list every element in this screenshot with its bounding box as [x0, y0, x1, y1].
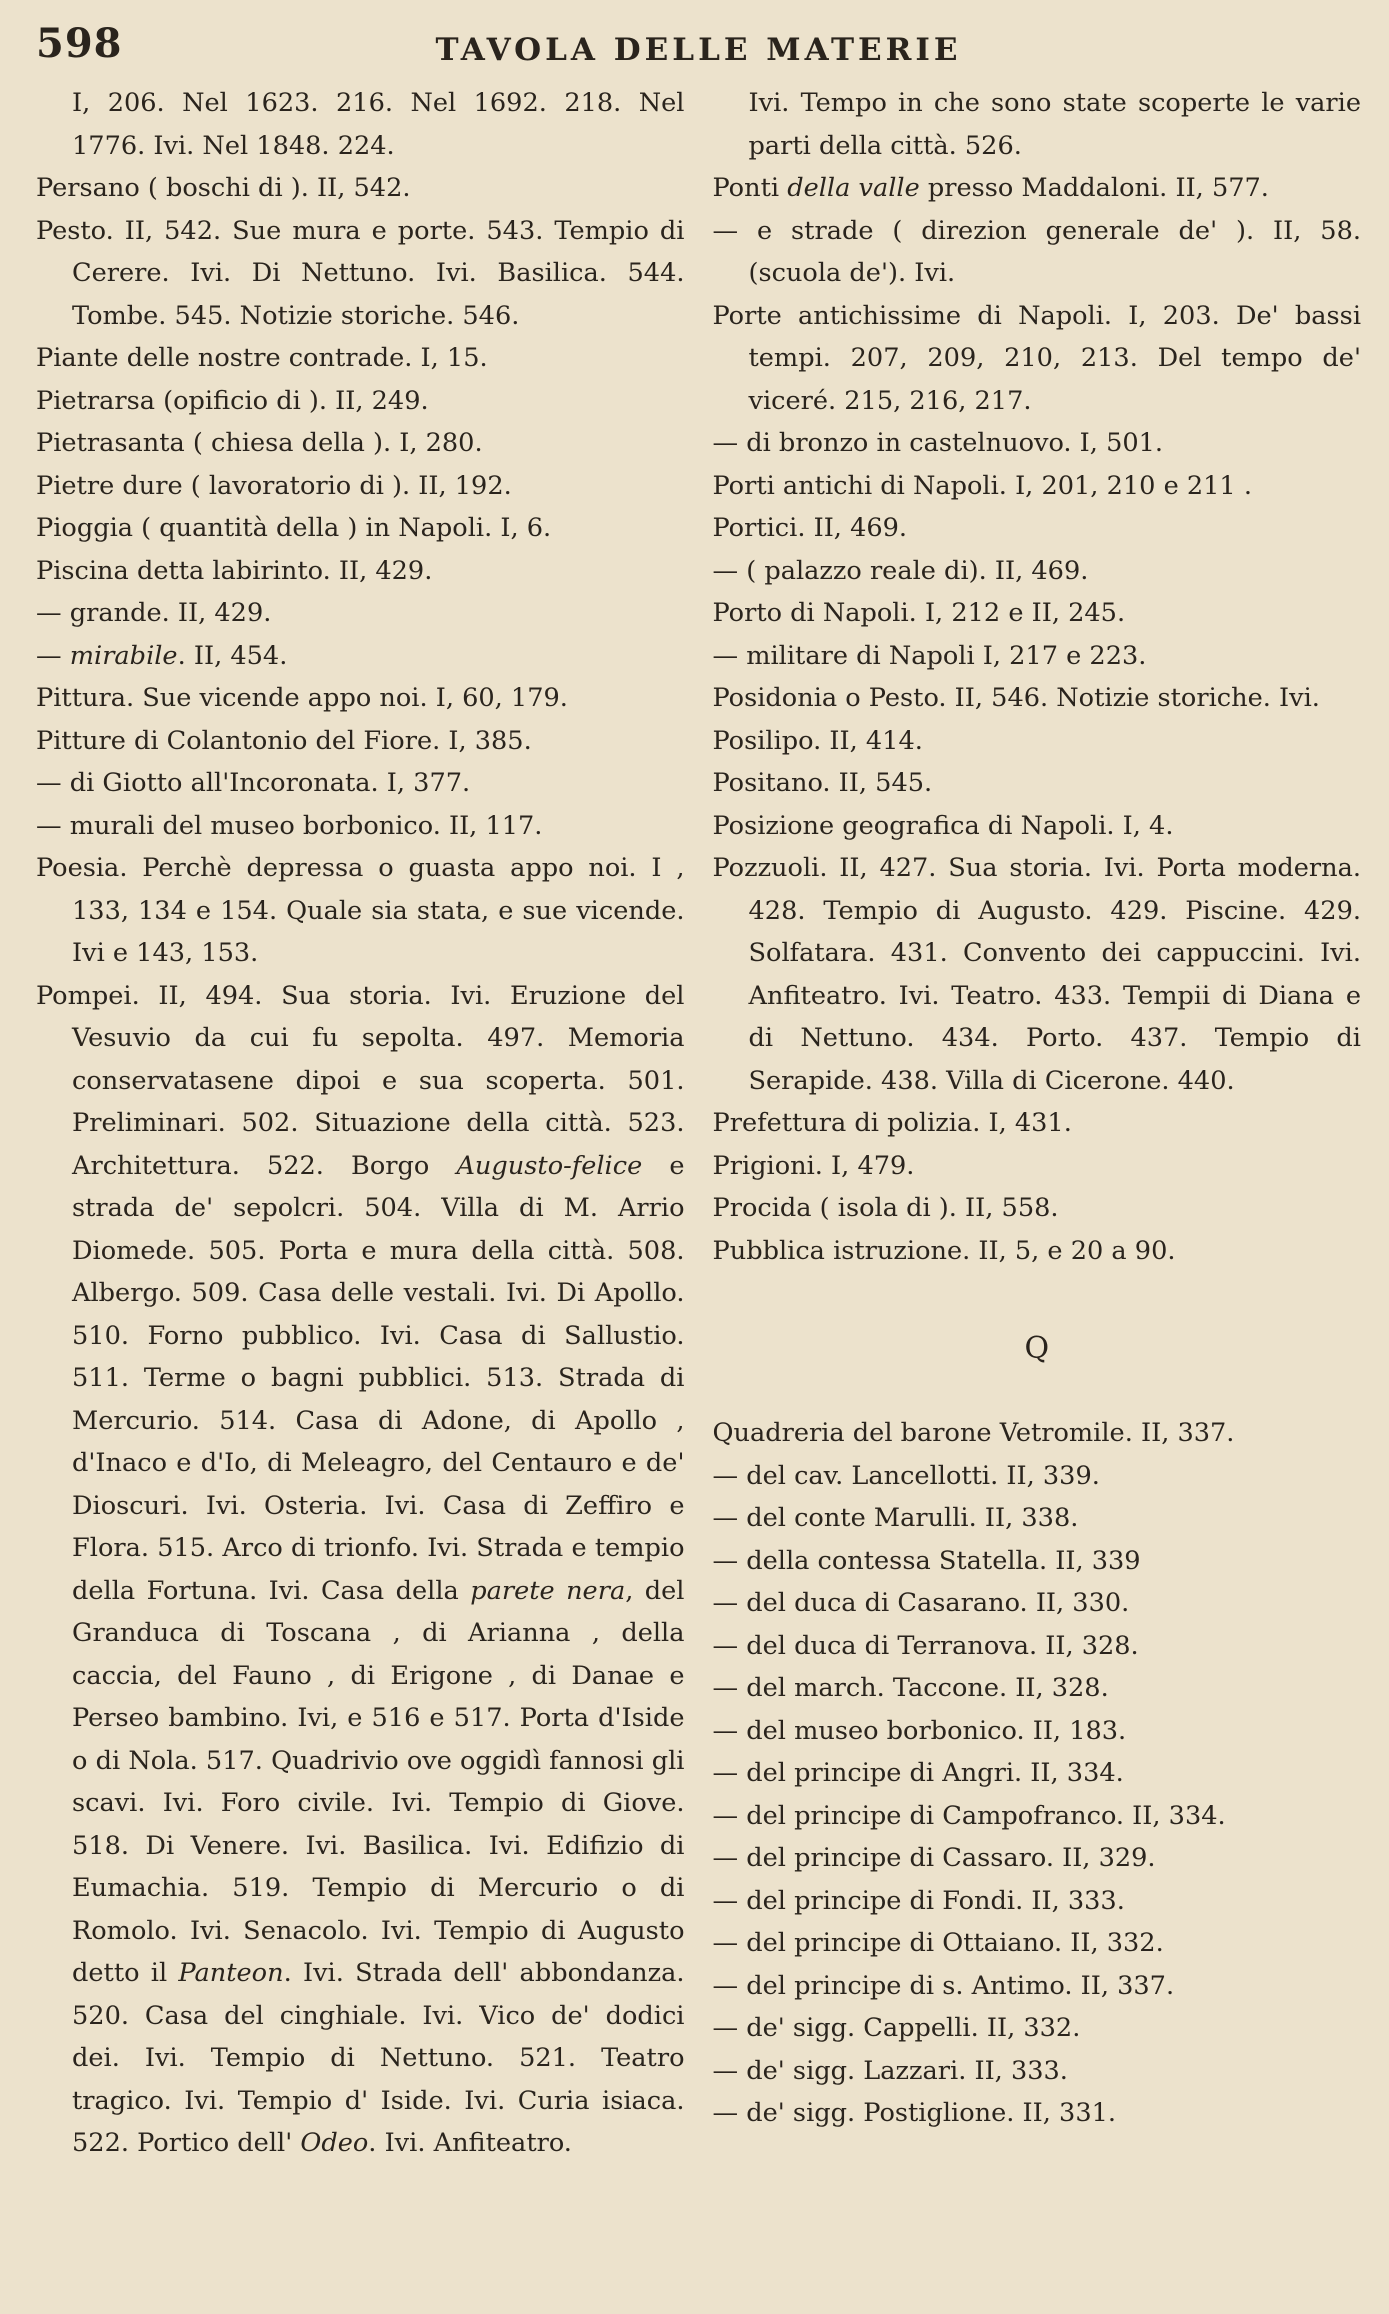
index-entry	[713, 1710, 1362, 1753]
index-entry	[36, 975, 685, 2165]
entry-text: — di bronzo in castelnuovo. I, 501.	[712, 428, 1164, 458]
index-entry	[36, 210, 685, 338]
index-entry	[713, 1922, 1362, 1965]
entry-text: Pioggia ( quantità della ) in Napoli. I, 6.	[36, 513, 552, 543]
index-entry	[36, 762, 685, 805]
entry-text: Prefettura di polizia. I, 431.	[712, 1108, 1072, 1138]
italic-term: Odeo	[300, 2128, 369, 2158]
italic-term: Augusto-felice	[456, 1150, 643, 1181]
index-entry	[36, 337, 685, 380]
entry-text: Porti antichi di Napoli. I, 201, 210 e 211 .	[712, 470, 1252, 501]
entry-text: — del cav. Lancellotti. II, 339.	[712, 1460, 1100, 1491]
entry-text: Pietre dure ( lavoratorio di ). II, 192.	[36, 470, 512, 501]
entry-text: — del principe di Angri. II, 334.	[712, 1758, 1124, 1788]
index-entry	[713, 762, 1362, 805]
entry-text: Procida ( isola di ). II, 558.	[712, 1193, 1059, 1223]
entry-text: Porte antichissime di Napoli. I, 203. De' bassi tempi. 207, 209, 210, 213. Del tempo de' viceré. 215, 216, 217.	[712, 300, 1361, 416]
index-entry	[713, 1795, 1362, 1838]
index-entry	[713, 1145, 1362, 1188]
entry-text: Quadreria del barone Vetromile. II, 337.	[712, 1418, 1235, 1448]
index-entry	[713, 635, 1362, 678]
entry-text: — del principe di Campofranco. II, 334.	[712, 1800, 1226, 1831]
entry-text: Piscina detta labirinto. II, 429.	[36, 555, 433, 586]
entry-text: — del museo borbonico. II, 183.	[712, 1715, 1127, 1746]
index-entry	[36, 635, 685, 678]
index-entry	[36, 380, 685, 423]
index-entry	[713, 1752, 1362, 1795]
index-entry	[713, 1667, 1362, 1710]
entry-text: — grande. II, 429.	[36, 598, 272, 628]
index-entry	[713, 2007, 1362, 2050]
index-entry	[713, 550, 1362, 593]
italic-term: parete nera	[470, 1575, 626, 1606]
entry-text: Pesto. II, 542. Sue mura e porte. 543. Tempio di Cerere. Ivi. Di Nettuno. Ivi. Basilica. 544. Tombe. 545. Notizie storiche. 546.	[36, 215, 685, 331]
entry-text: . II, 454.	[177, 640, 288, 671]
italic-term: della valle	[787, 173, 920, 203]
entry-text: Poesia. Perchè depressa o guasta appo noi. I , 133, 134 e 154. Quale sia stata, e sue vicende. Ivi e 143, 153.	[36, 853, 685, 968]
index-entry	[713, 2092, 1362, 2135]
running-title: TAVOLA DELLE MATERIE	[435, 32, 962, 68]
entry-text: Pompei. II, 494. Sua storia. Ivi. Eruzione del Vesuvio da cui fu sepolta. 497. Memoria conservatasene dipoi e sua scoperta. 501. Preliminari. 502. Situazione della città. 523. Architettura. 522. Borgo	[36, 980, 685, 1181]
index-entry	[713, 1230, 1362, 1273]
index-entry	[36, 507, 685, 550]
entry-text: — murali del museo borbonico. II, 117.	[36, 810, 543, 841]
entry-text: — del principe di Fondi. II, 333.	[712, 1885, 1125, 1916]
index-entry	[36, 167, 685, 210]
entry-text: . Ivi. Strada dell' abbondanza. 520. Casa del cinghiale. Ivi. Vico de' dodici dei. Ivi. Tempio di Nettuno. 521. Teatro tragico. Ivi. Tempio d' Iside. Ivi. Curia isiaca. 522. Portico dell'	[72, 1958, 685, 2158]
index-entry	[713, 1497, 1362, 1540]
index-entry	[713, 1455, 1362, 1498]
entry-text: Posizione geografica di Napoli. I, 4.	[712, 810, 1174, 841]
index-entry	[713, 1965, 1362, 2008]
index-entry	[36, 422, 685, 465]
index-entry	[36, 592, 685, 635]
index-entry	[713, 2050, 1362, 2093]
entry-text: Pietrarsa (opificio di ). II, 249.	[36, 385, 429, 416]
index-entry	[36, 677, 685, 720]
entry-text: , del Granduca di Toscana , di Arianna , della caccia, del Fauno , di Erigone , di Danae e Perseo bambino. Ivi, e 516 e 517. Porta d'Iside o di Nola. 517. Quadrivio ove oggidì fannosi gli scavi. Ivi. Foro civile. Ivi. Tempio di Giove. 518. Di Venere. Ivi. Basilica. Ivi. Edifizio di Eumachia. 519. Tempio di Mercurio o di Romolo. Ivi. Senacolo. Ivi. Tempio di Augusto detto il	[72, 1575, 685, 1988]
entry-text: Porto di Napoli. I, 212 e II, 245.	[712, 598, 1126, 628]
index-entry	[713, 1837, 1362, 1880]
index-entry	[36, 847, 685, 975]
entry-text: — militare di Napoli I, 217 e 223.	[712, 640, 1147, 671]
entry-text: Q	[1024, 1331, 1050, 1366]
entry-text: Ponti	[712, 173, 788, 203]
entry-text: — di Giotto all'Incoronata. I, 377.	[36, 768, 471, 798]
entry-text: — del duca di Terranova. II, 328.	[712, 1630, 1139, 1661]
entry-text: — della contessa Statella. II, 339	[712, 1545, 1141, 1576]
entry-text: Persano ( boschi di ). II, 542.	[36, 173, 411, 203]
entry-text: Posidonia o Pesto. II, 546. Notizie storiche. Ivi.	[712, 683, 1320, 713]
index-entry	[713, 1880, 1362, 1923]
index-entry	[36, 720, 685, 763]
index-entry	[713, 592, 1362, 635]
entry-text: e strada de' sepolcri. 504. Villa di M. Arrio Diomede. 505. Porta e mura della città. 508. Albergo. 509. Casa delle vestali. Ivi. Di Apollo. 510. Forno pubblico. Ivi. Casa di Sallustio. 511. Terme o bagni pubblici. 513. Strada di Mercurio. 514. Casa di Adone, di Apollo , d'Inaco e d'Io, di Meleagro, del Centauro e de' Dioscuri. Ivi. Osteria. Ivi. Casa di Zeffiro e Flora. 515. Arco di trionfo. Ivi. Strada e tempio della Fortuna. Ivi. Casa della	[72, 1150, 685, 1606]
entry-text: — ( palazzo reale di). II, 469.	[712, 555, 1089, 586]
index-entry	[713, 720, 1362, 763]
index-entry	[713, 465, 1362, 508]
entry-text: Prigioni. I, 479.	[712, 1150, 915, 1181]
entry-text: Positano. II, 545.	[712, 768, 933, 798]
entry-text: Pietrasanta ( chiesa della ). I, 280.	[36, 428, 483, 458]
index-entry	[713, 167, 1362, 210]
index-entry-continuation	[713, 82, 1362, 167]
index-entry	[36, 550, 685, 593]
entry-text: presso Maddaloni. II, 577.	[919, 173, 1269, 203]
entry-text: — del march. Taccone. II, 328.	[712, 1673, 1109, 1703]
entry-text: —	[36, 640, 70, 671]
entry-text: — del duca di Casarano. II, 330.	[712, 1588, 1130, 1618]
page-number: 598	[36, 20, 123, 67]
entry-text: — del principe di Ottaiano. II, 332.	[712, 1928, 1164, 1958]
index-entry	[713, 1187, 1362, 1230]
entry-text: Pozzuoli. II, 427. Sua storia. Ivi. Porta moderna. 428. Tempio di Augusto. 429. Piscine. 429. Solfatara. 431. Convento dei cappuccini. Ivi. Anfiteatro. Ivi. Teatro. 433. Tempii di Diana e di Nettuno. 434. Porto. 437. Tempio di Serapide. 438. Villa di Cicerone. 440.	[712, 853, 1361, 1096]
index-entry	[713, 1102, 1362, 1145]
index-entry	[713, 1412, 1362, 1455]
index-entry	[713, 805, 1362, 848]
index-entry	[713, 1625, 1362, 1668]
entry-text: — del conte Marulli. II, 338.	[712, 1503, 1079, 1533]
entry-text: — de' sigg. Postiglione. II, 331.	[712, 2098, 1117, 2128]
index-entry	[36, 805, 685, 848]
entry-text: I, 206. Nel 1623. 216. Nel 1692. 218. Nel 1776. Ivi. Nel 1848. 224.	[72, 88, 685, 161]
page-header	[36, 20, 1361, 76]
index-entry	[713, 295, 1362, 423]
entry-text: Portici. II, 469.	[712, 513, 908, 543]
italic-term: mirabile	[69, 640, 178, 671]
index-entry	[713, 1582, 1362, 1625]
entry-text: — del principe di s. Antimo. II, 337.	[712, 1970, 1175, 2001]
index-entry-continuation	[36, 82, 685, 167]
index-entry	[713, 847, 1362, 1102]
entry-text: Pitture di Colantonio del Fiore. I, 385.	[36, 725, 532, 756]
entry-text: — e strade ( direzion generale de' ). II, 58. (scuola de'). Ivi.	[712, 215, 1361, 288]
left-column	[36, 82, 685, 2165]
entry-text: — de' sigg. Lazzari. II, 333.	[712, 2055, 1068, 2086]
section-letter	[713, 1328, 1362, 1370]
index-entry	[713, 422, 1362, 465]
right-column	[713, 82, 1362, 2165]
entry-text: Ivi. Tempo in che sono state scoperte le varie parti della città. 526.	[748, 88, 1361, 161]
index-entry	[713, 1540, 1362, 1583]
entry-text: — de' sigg. Cappelli. II, 332.	[712, 2013, 1081, 2043]
entry-text: Piante delle nostre contrade. I, 15.	[36, 343, 488, 373]
entry-text: Pittura. Sue vicende appo noi. I, 60, 179.	[36, 683, 568, 713]
index-entry	[713, 677, 1362, 720]
index-columns	[36, 82, 1361, 2165]
entry-text: . Ivi. Anfiteatro.	[368, 2128, 572, 2158]
index-entry	[36, 465, 685, 508]
entry-text: — del principe di Cassaro. II, 329.	[712, 1843, 1156, 1873]
index-entry	[713, 210, 1362, 295]
entry-text: Pubblica istruzione. II, 5, e 20 a 90.	[712, 1235, 1176, 1266]
entry-text: Posilipo. II, 414.	[712, 725, 923, 756]
italic-term: Panteon	[178, 1958, 284, 1988]
index-entry	[713, 507, 1362, 550]
